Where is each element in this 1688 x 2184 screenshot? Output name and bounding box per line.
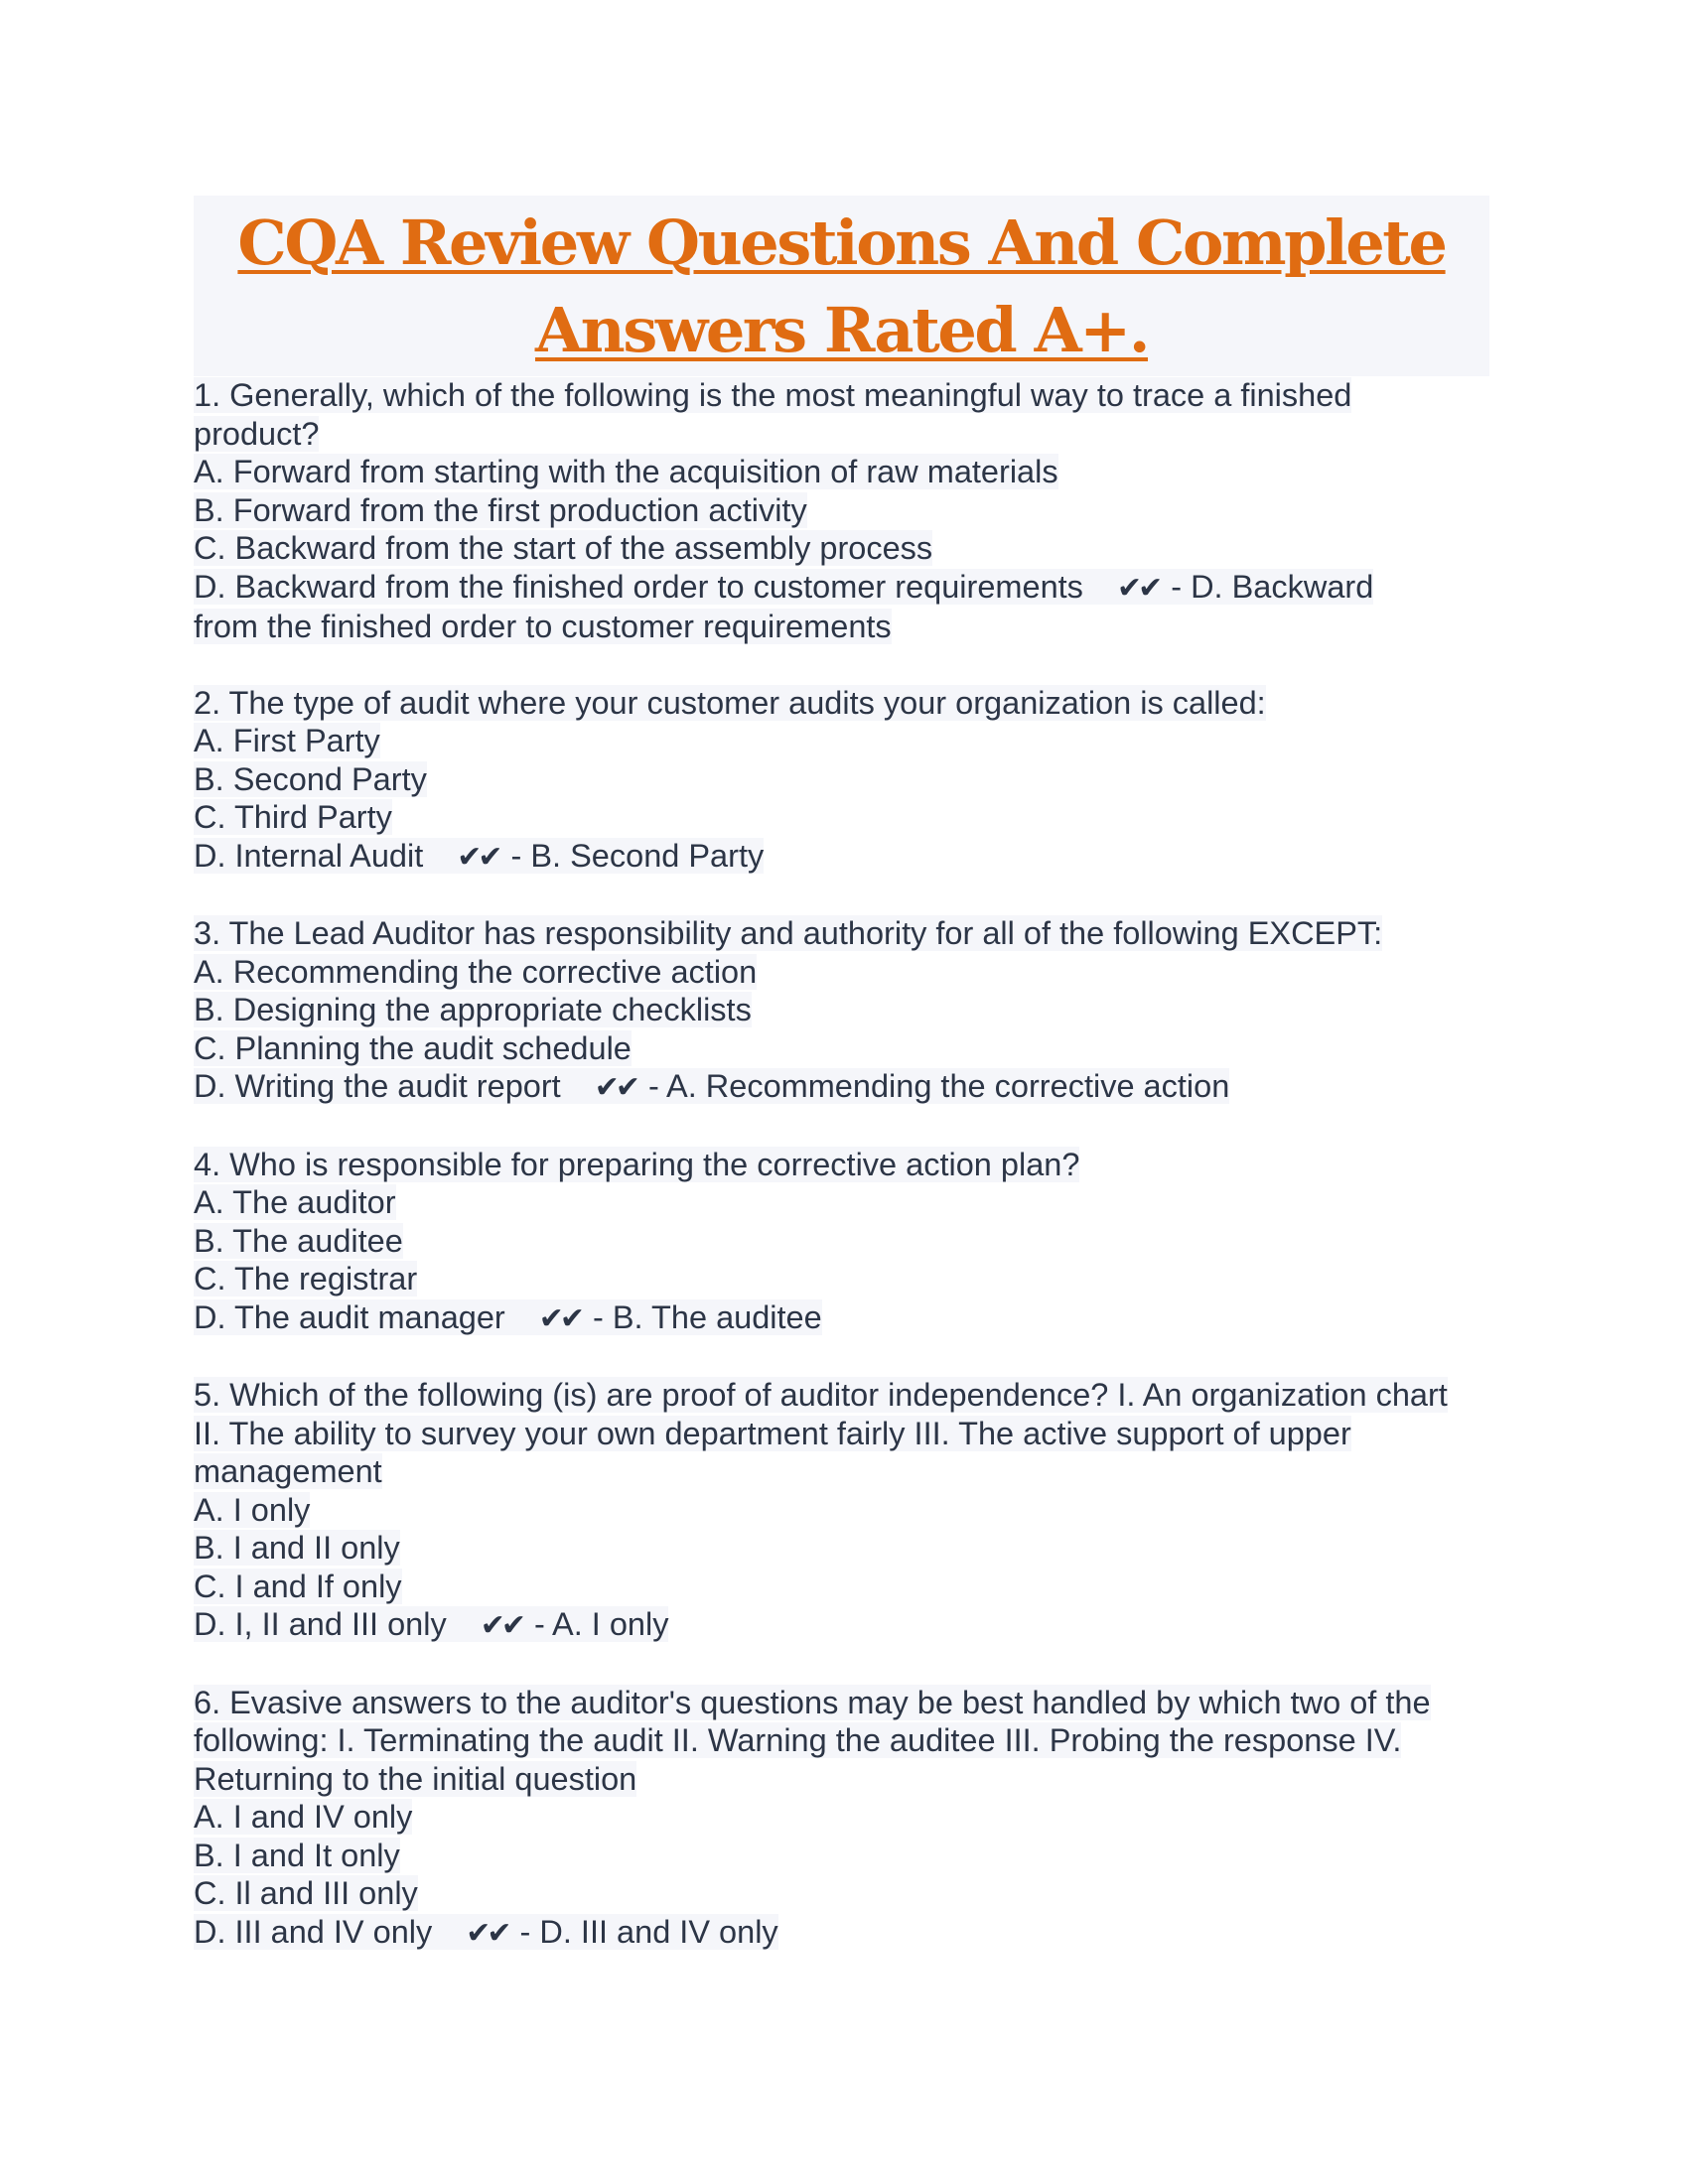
check-mark-icon: ✔✔ [466, 1915, 508, 1951]
option-c: C. Il and III only [194, 1875, 418, 1911]
answer-text: - D. Backward [1171, 568, 1374, 605]
option-c: C. Backward from the start of the assembly process [194, 530, 933, 566]
title-line-1: CQA Review Questions And Complete [237, 206, 1446, 279]
document-page [194, 196, 1489, 1990]
question-text: following: I. Terminating the audit II. Warning the auditee III. Probing the response IV. [194, 1722, 1402, 1758]
question-text: 4. Who is responsible for preparing the corrective action plan? [194, 1146, 1080, 1182]
document-title [194, 196, 1489, 376]
option-d: D. Backward from the finished order to customer requirements [194, 568, 1083, 605]
answer-text: - A. I only [533, 1606, 669, 1642]
answer-text: - D. III and IV only [519, 1913, 778, 1950]
option-a: A. The auditor [194, 1184, 396, 1220]
answer-text: - B. The auditee [593, 1298, 822, 1335]
question-text: 3. The Lead Auditor has responsibility and authority for all of the following EXCEPT: [194, 915, 1383, 951]
check-mark-icon: ✔✔ [457, 839, 499, 875]
check-mark-icon: ✔✔ [480, 1608, 522, 1643]
option-b: B. Designing the appropriate checklists [194, 992, 752, 1027]
option-b: B. The auditee [194, 1222, 403, 1259]
option-a: A. I only [194, 1491, 311, 1528]
check-mark-icon: ✔✔ [594, 1070, 636, 1105]
option-d: D. Internal Audit [194, 837, 424, 874]
question-text: 5. Which of the following (is) are proof of auditor independence? I. An organization chart [194, 1377, 1448, 1413]
option-b: B. I and II only [194, 1530, 400, 1566]
question-text: 2. The type of audit where your customer audits your organization is called: [194, 684, 1266, 721]
title-line-2: Answers Rated A+. [534, 294, 1149, 366]
option-c: C. I and If only [194, 1568, 402, 1604]
option-d: D. The audit manager [194, 1298, 505, 1335]
answer-text: - A. Recommending the corrective action [648, 1068, 1230, 1104]
option-c: C. Planning the audit schedule [194, 1029, 632, 1066]
question-4 [194, 1146, 1489, 1339]
question-1 [194, 376, 1489, 646]
question-text: product? [194, 415, 320, 452]
question-6 [194, 1684, 1489, 1954]
option-a: A. Recommending the corrective action [194, 953, 758, 990]
answer-text: - B. Second Party [510, 837, 765, 874]
option-c: C. The registrar [194, 1261, 418, 1297]
question-5 [194, 1376, 1489, 1646]
option-d: D. I, II and III only [194, 1606, 447, 1642]
check-mark-icon: ✔✔ [1116, 570, 1160, 606]
option-a: A. First Party [194, 723, 380, 758]
check-mark-icon: ✔✔ [538, 1300, 582, 1336]
option-b: B. I and It only [194, 1837, 400, 1873]
option-b: B. Forward from the first production activity [194, 491, 807, 528]
question-text: 1. Generally, which of the following is the most meaningful way to trace a finished [194, 377, 1352, 413]
option-b: B. Second Party [194, 760, 427, 797]
option-a: A. Forward from starting with the acquisition of raw materials [194, 454, 1058, 489]
question-2 [194, 684, 1489, 878]
answer-text-continued: from the finished order to customer requirements [194, 609, 892, 644]
question-text: 6. Evasive answers to the auditor's questions may be best handled by which two of the [194, 1684, 1431, 1720]
question-text: management [194, 1453, 382, 1489]
question-text: II. The ability to survey your own department fairly III. The active support of upper [194, 1415, 1351, 1451]
option-c: C. Third Party [194, 799, 392, 835]
option-d: D. Writing the audit report [194, 1068, 561, 1104]
question-3 [194, 914, 1489, 1108]
option-d: D. III and IV only [194, 1913, 433, 1950]
option-a: A. I and IV only [194, 1799, 413, 1835]
question-text: Returning to the initial question [194, 1760, 637, 1797]
